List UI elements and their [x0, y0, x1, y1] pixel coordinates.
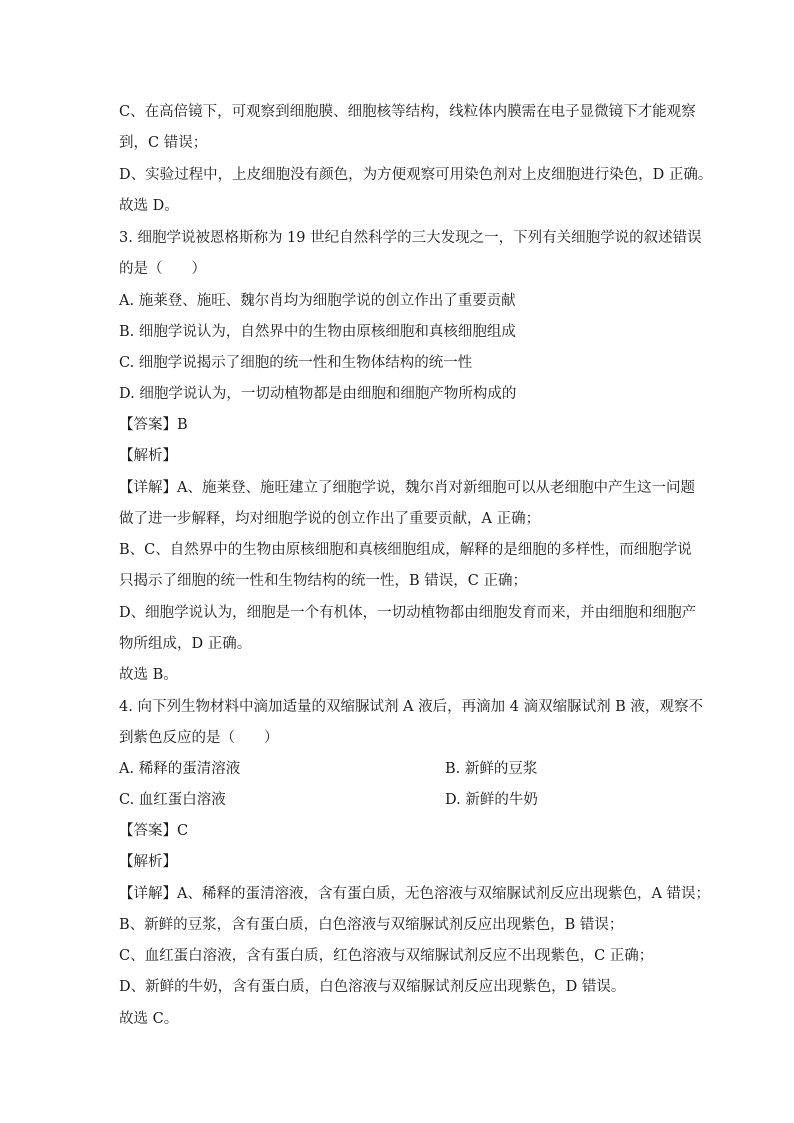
question-4-stem-line-2: 到紫色反应的是（ ）: [119, 730, 279, 746]
question-3-detail-d-line-1: D、细胞学说认为，细胞是一个有机体，一切动植物都由细胞发育而来，并由细胞和细胞产: [119, 605, 697, 621]
prev-conclusion: 故选 D。: [119, 198, 179, 214]
question-4-option-c: C. 血红蛋白溶液: [119, 792, 226, 808]
question-4-detail-a: 【详解】A、稀释的蛋清溶液，含有蛋白质，无色溶液与双缩脲试剂反应出现紫色，A 错误；: [119, 886, 711, 902]
question-3-detail-a-line-1: 【详解】A、施莱登、施旺建立了细胞学说，魏尔肖对新细胞可以从老细胞中产生这一问题: [119, 480, 695, 496]
question-3-analysis-heading: 【解析】: [119, 448, 177, 464]
question-3-detail-a-line-2: 做了进一步解释，均对细胞学说的创立作出了重要贡献，A 正确；: [119, 511, 541, 527]
question-3-detail-bc-line-2: 只揭示了细胞的统一性和生物结构的统一性，B 错误，C 正确；: [119, 573, 527, 589]
question-4-option-a: A. 稀释的蛋清溶液: [119, 761, 241, 777]
question-3-answer: 【答案】B: [119, 417, 188, 433]
question-4-conclusion: 故选 C。: [119, 1011, 179, 1027]
question-3-option-c: C. 细胞学说揭示了细胞的统一性和生物体结构的统一性: [119, 355, 473, 371]
question-4-stem-line-1: 4. 向下列生物材料中滴加适量的双缩脲试剂 A 液后，再滴加 4 滴双缩脲试剂 B 液，观察不: [119, 699, 703, 715]
question-4-option-b: B. 新鲜的豆浆: [445, 761, 538, 777]
question-3-detail-bc-line-1: B、C、自然界中的生物由原核细胞和真核细胞组成，解释的是细胞的多样性，而细胞学说: [119, 542, 692, 558]
question-3-stem-line-1: 3. 细胞学说被恩格斯称为 19 世纪自然科学的三大发现之一，下列有关细胞学说的叙述错误: [119, 230, 702, 246]
question-4-analysis-heading: 【解析】: [119, 854, 177, 870]
question-3-option-a: A. 施莱登、施旺、魏尔肖均为细胞学说的创立作出了重要贡献: [119, 293, 516, 309]
question-4-answer: 【答案】C: [119, 823, 189, 839]
question-4-detail-d: D、新鲜的牛奶，含有蛋白质，白色溶液与双缩脲试剂反应出现紫色，D 错误。: [119, 979, 626, 995]
question-4-detail-c: C、血红蛋白溶液，含有蛋白质，红色溶液与双缩脲试剂反应不出现紫色，C 正确；: [119, 948, 654, 964]
question-3-detail-d-line-2: 物所组成，D 正确。: [119, 636, 252, 652]
question-3-option-d: D. 细胞学说认为，一切动植物都是由细胞和细胞产物所构成的: [119, 386, 517, 402]
question-3-stem-line-2: 的是（ ）: [119, 261, 206, 277]
question-3-option-b: B. 细胞学说认为，自然界中的生物由原核细胞和真核细胞组成: [119, 324, 516, 340]
question-4-detail-b: B、新鲜的豆浆，含有蛋白质，白色溶液与双缩脲试剂反应出现紫色，B 错误；: [119, 917, 624, 933]
question-3-conclusion: 故选 B。: [119, 667, 178, 683]
prev-explanation-c-line-2: 到，C 错误；: [119, 135, 208, 151]
question-4-option-d: D. 新鲜的牛奶: [445, 792, 538, 808]
prev-explanation-d: D、实验过程中，上皮细胞没有颜色，为方便观察可用染色剂对上皮细胞进行染色，D 正确。: [119, 167, 713, 183]
prev-explanation-c-line-1: C、在高倍镜下，可观察到细胞膜、细胞核等结构，线粒体内膜需在电子显微镜下才能观察: [119, 104, 696, 120]
